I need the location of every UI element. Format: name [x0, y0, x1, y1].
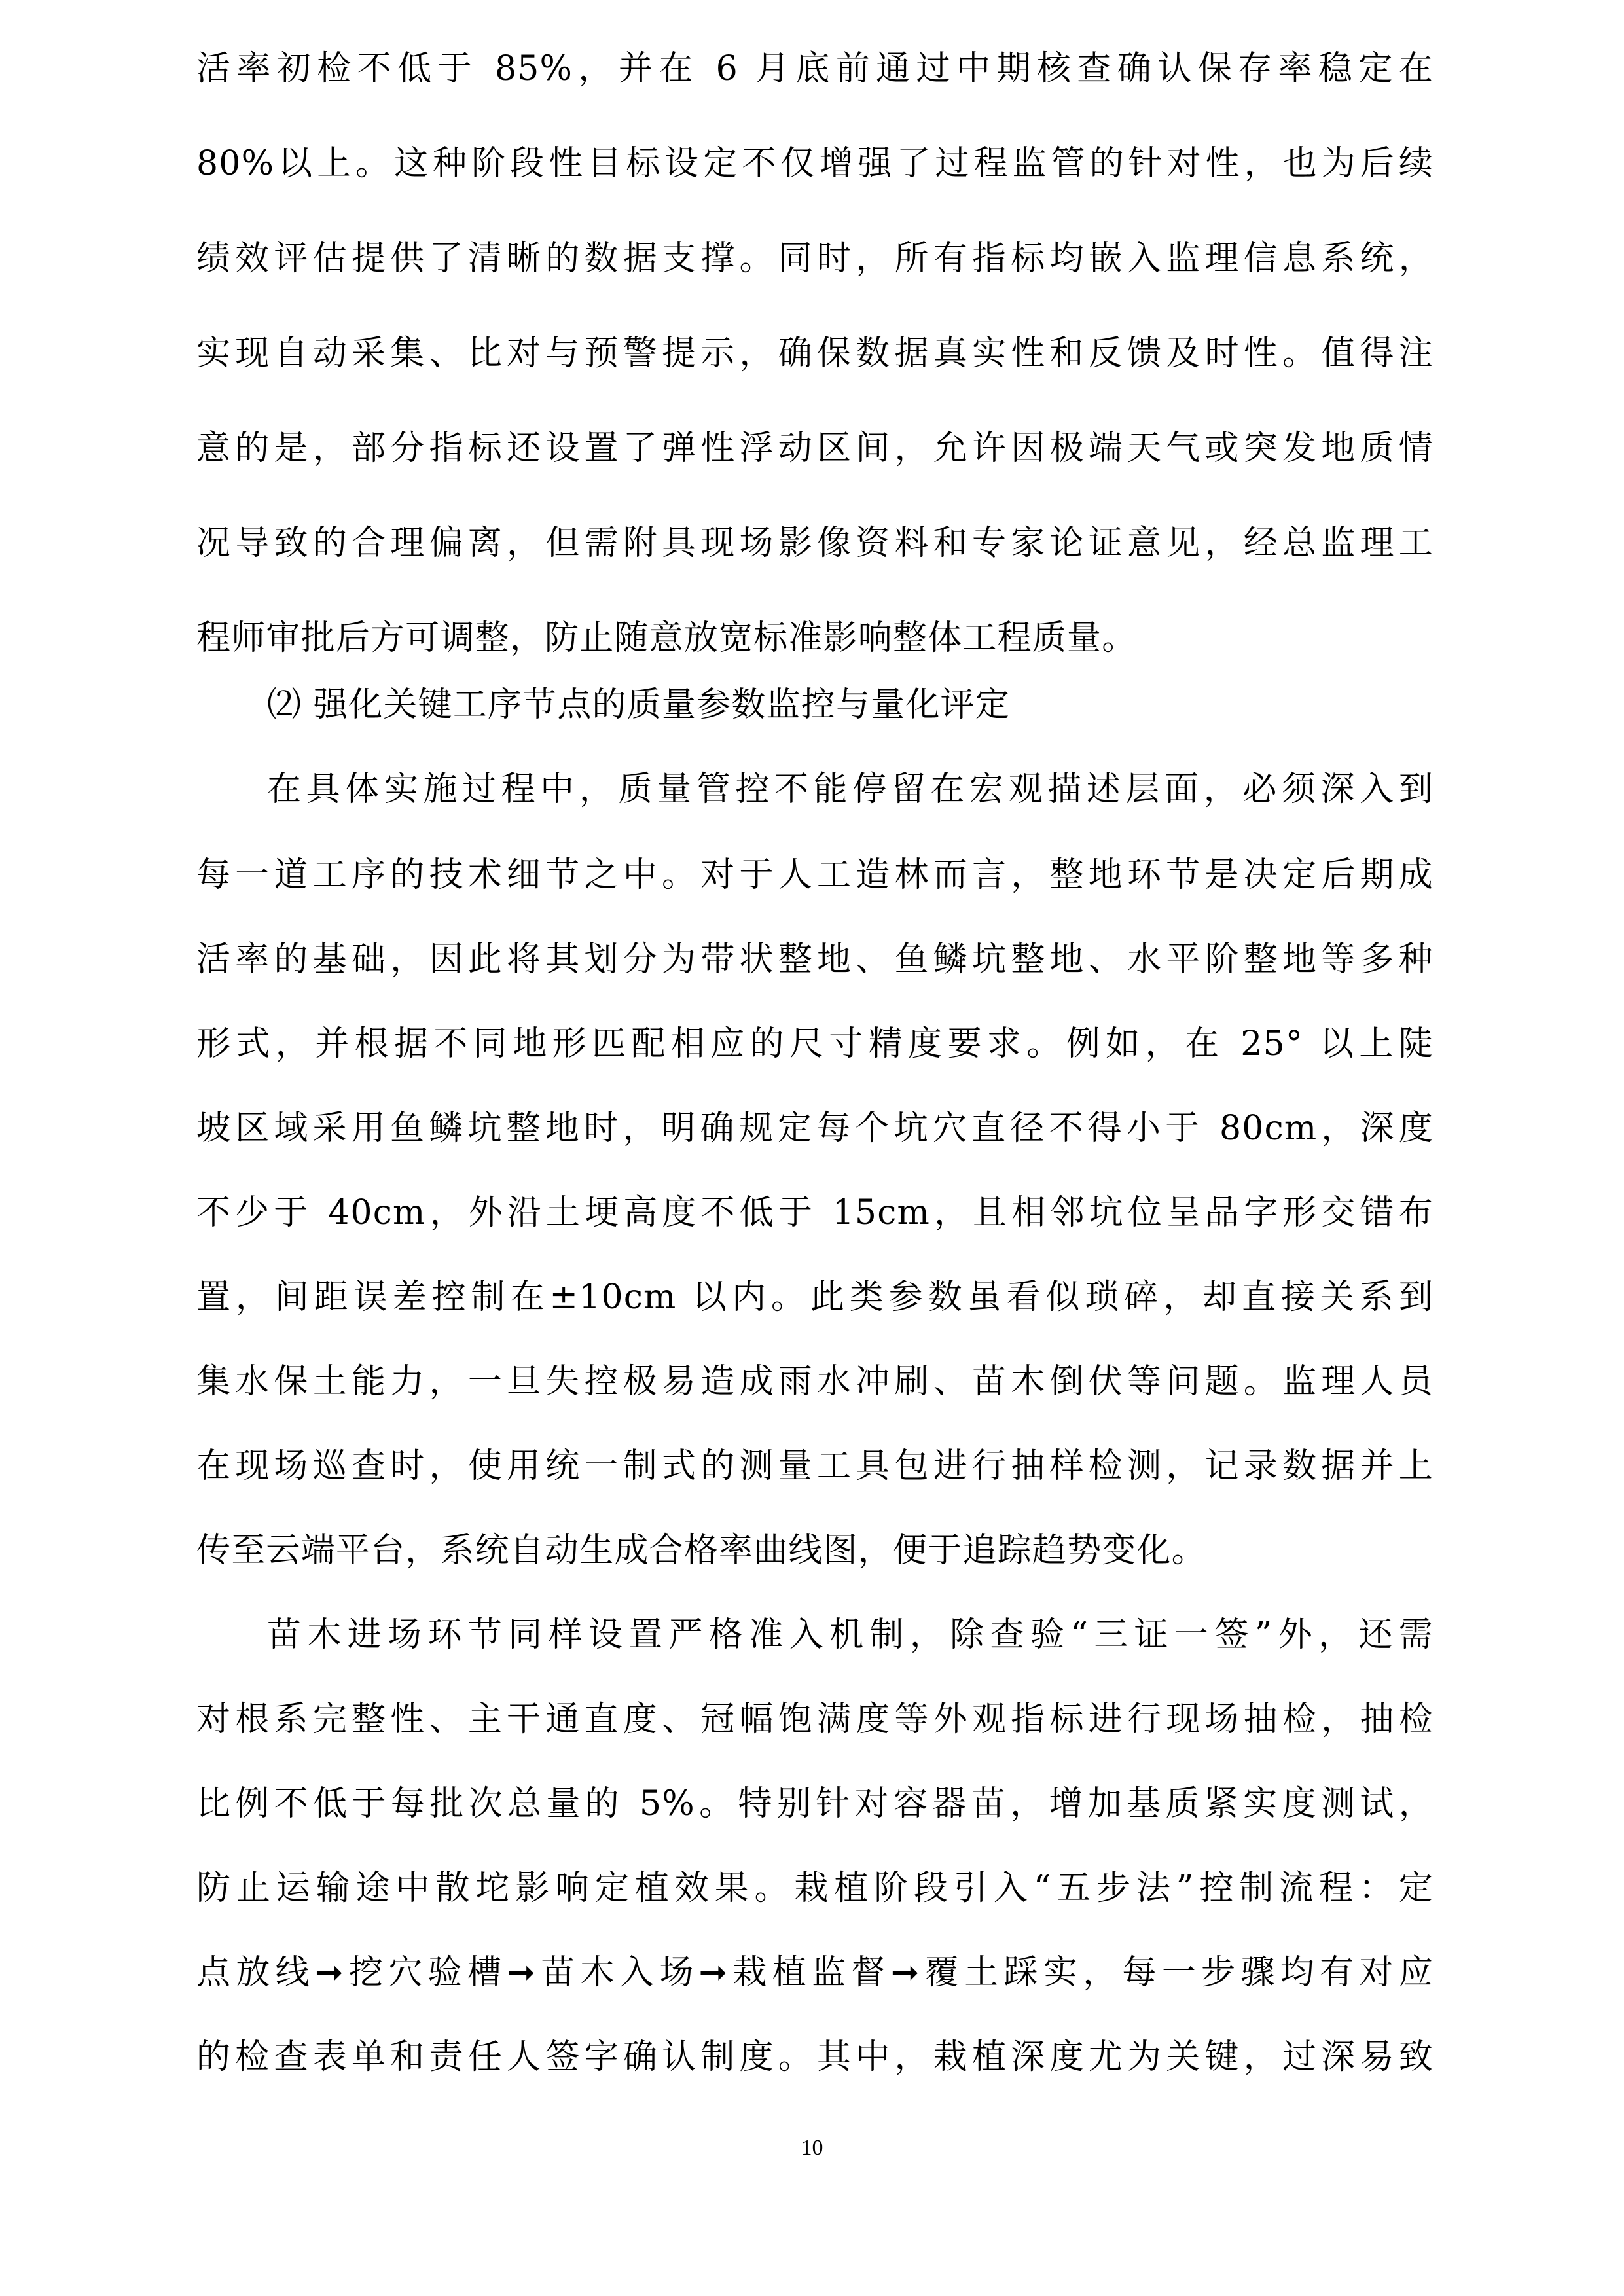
paragraph-line: 形式，并根据不同地形匹配相应的尺寸精度要求。例如，在 25° 以上陡	[196, 1024, 1434, 1064]
page-number: 10	[801, 2136, 823, 2160]
paragraph-line: 活率的基础，因此将其划分为带状整地、鱼鳞坑整地、水平阶整地等多种	[196, 940, 1434, 979]
paragraph-line: 集水保土能力，一旦失控极易造成雨水冲刷、苗木倒伏等问题。监理人员	[196, 1362, 1434, 1401]
paragraph-line: 意的是，部分指标还设置了弹性浮动区间，允许因极端天气或突发地质情	[196, 429, 1434, 468]
paragraph-line: 实现自动采集、比对与预警提示，确保数据真实性和反馈及时性。值得注	[196, 334, 1434, 373]
paragraph-line: 不少于 40cm，外沿土埂高度不低于 15cm，且相邻坑位呈品字形交错布	[196, 1193, 1434, 1232]
paragraph-line: 苗木进场环节同样设置严格准入机制，除查验“三证一签”外，还需	[267, 1615, 1434, 1655]
paragraph-line: 绩效评估提供了清晰的数据支撑。同时，所有指标均嵌入监理信息系统，	[196, 239, 1434, 278]
paragraph-line: 80%以上。这种阶段性目标设定不仅增强了过程监管的针对性，也为后续	[196, 144, 1434, 183]
paragraph-line: 况导致的合理偏离，但需附具现场影像资料和专家论证意见，经总监理工	[196, 524, 1434, 563]
paragraph-line: 程师审批后方可调整，防止随意放宽标准影响整体工程质量。	[196, 619, 1137, 658]
paragraph-line: 传至云端平台，系统自动生成合格率曲线图，便于追踪趋势变化。	[196, 1531, 1206, 1570]
paragraph-line: 比例不低于每批次总量的 5%。特别针对容器苗，增加基质紧实度测试，	[196, 1784, 1434, 1823]
paragraph-line: 的检查表单和责任人签字确认制度。其中，栽植深度尤为关键，过深易致	[196, 2037, 1434, 2077]
paragraph-line: 坡区域采用鱼鳞坑整地时，明确规定每个坑穴直径不得小于 80cm，深度	[196, 1109, 1434, 1148]
paragraph-line: 在具体实施过程中，质量管控不能停留在宏观描述层面，必须深入到	[267, 770, 1434, 809]
paragraph-line: 每一道工序的技术细节之中。对于人工造林而言，整地环节是决定后期成	[196, 855, 1434, 895]
paragraph-line: 防止运输途中散坨影响定植效果。栽植阶段引入“五步法”控制流程：定	[196, 1869, 1434, 1908]
paragraph-line: 对根系完整性、主干通直度、冠幅饱满度等外观指标进行现场抽检，抽检	[196, 1700, 1434, 1739]
paragraph-line: 在现场巡查时，使用统一制式的测量工具包进行抽样检测，记录数据并上	[196, 1446, 1434, 1486]
section-heading: ⑵ 强化关键工序节点的质量参数监控与量化评定	[267, 685, 1010, 725]
paragraph-line: 置，间距误差控制在±10cm 以内。此类参数虽看似琐碎，却直接关系到	[196, 1278, 1434, 1317]
paragraph-line: 活率初检不低于 85%，并在 6 月底前通过中期核查确认保存率稳定在	[196, 49, 1434, 88]
paragraph-line: 点放线➞挖穴验槽➞苗木入场➞栽植监督➞覆土踩实，每一步骤均有对应	[196, 1953, 1434, 1992]
